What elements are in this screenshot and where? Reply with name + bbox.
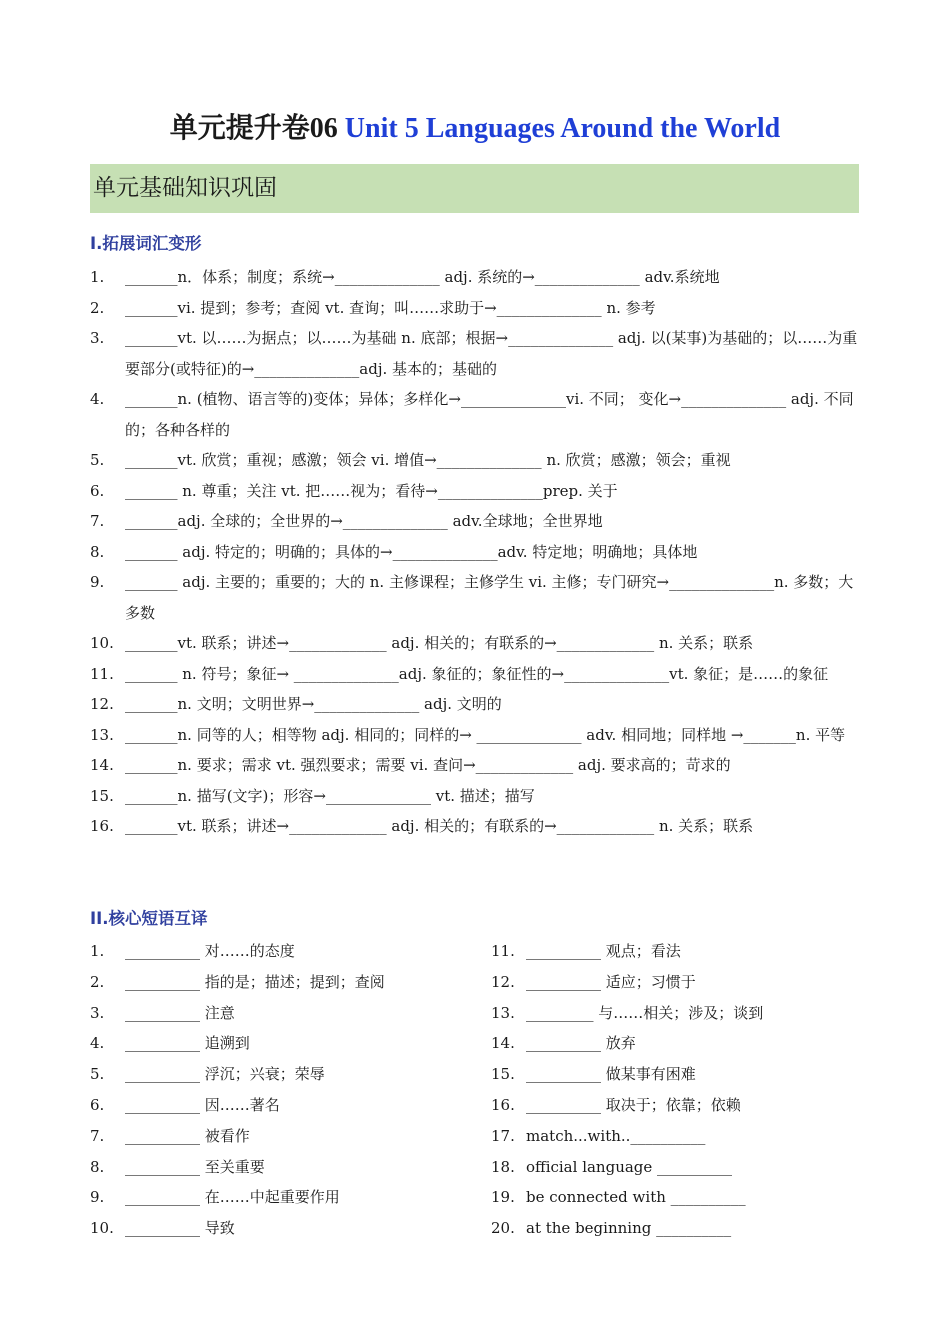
phrase-item xyxy=(491,1213,871,1244)
section-banner: 单元基础知识巩固 xyxy=(90,164,859,213)
vocab-item-number: 7. xyxy=(90,512,105,530)
vocab-item-text: _______ adj. 特定的；明确的；具体的→______________adv. 特定地；明确地；具体地 xyxy=(125,542,698,561)
phrase-item-text: __________ 浮沉；兴衰；荣辱 xyxy=(125,1065,325,1084)
phrase-item xyxy=(491,1028,871,1059)
page-title xyxy=(0,106,950,146)
vocab-item-number: 9. xyxy=(90,573,105,591)
title-cn: 单元提升卷06 xyxy=(169,113,338,144)
phrase-item xyxy=(90,967,470,998)
phrase-item-number: 19. xyxy=(491,1188,515,1207)
phrase-item-number: 18. xyxy=(491,1157,515,1176)
vocab-item xyxy=(90,384,860,445)
phrase-item-text: be connected with __________ xyxy=(526,1188,746,1207)
vocab-item-text: _______n. 描写(文字)；形容→______________ vt. 描述；描写 xyxy=(125,786,535,805)
phrase-item-text: at the beginning __________ xyxy=(526,1219,732,1238)
vocab-item-number: 2. xyxy=(90,298,105,317)
section1-heading: I.拓展词汇变形 xyxy=(90,234,202,253)
phrase-item-text: __________ 导致 xyxy=(125,1219,235,1238)
phrase-item-number: 17. xyxy=(491,1126,515,1145)
vocab-item xyxy=(90,323,860,384)
vocab-item xyxy=(90,720,860,751)
phrase-item-number: 1. xyxy=(90,942,105,960)
vocab-item-number: 6. xyxy=(90,481,105,500)
phrase-item-text: __________ 追溯到 xyxy=(125,1034,250,1053)
vocab-item xyxy=(90,811,860,842)
vocab-item xyxy=(90,750,860,781)
vocab-item-text: _______n. (植物、语言等的)变体；异体；多样化→______________vi. 不同； 变化→______________ adj. 不同的；各种各样的 xyxy=(125,390,854,439)
vocab-item-text: _______vt. 联系；讲述→_____________ adj. 相关的；有联系的→_____________ n. 关系；联系 xyxy=(125,634,754,652)
phrase-item-number: 7. xyxy=(90,1126,105,1145)
phrase-item-number: 10. xyxy=(90,1219,114,1238)
phrase-item xyxy=(491,967,871,998)
phrase-item-text: _________ 与……相关；涉及；谈到 xyxy=(526,1003,764,1022)
phrase-item xyxy=(90,1028,470,1059)
phrase-item xyxy=(491,1121,871,1152)
phrase-item-text: official language __________ xyxy=(526,1157,733,1176)
phrase-item-number: 16. xyxy=(491,1095,515,1114)
vocab-item-text: _______vt. 欣赏；重视；感激；领会 vi. 增值→______________ n. 欣赏；感激；领会；重视 xyxy=(125,451,731,469)
vocab-item-number: 10. xyxy=(90,634,114,652)
vocab-item-number: 5. xyxy=(90,451,105,469)
vocab-list xyxy=(90,262,860,842)
vocab-item-text: _______n. 同等的人；相等物 adj. 相同的；同样的→ ______________ adv. 相同地；同样地 →_______n. 平等 xyxy=(125,725,846,744)
vocab-item-number: 12. xyxy=(90,695,114,713)
phrase-item-number: 4. xyxy=(90,1034,105,1053)
vocab-item-number: 14. xyxy=(90,756,114,774)
vocab-item-text: _______adj. 全球的；全世界的→______________ adv.全球地；全世界地 xyxy=(125,512,603,530)
vocab-item xyxy=(90,293,860,324)
phrase-item xyxy=(90,1213,470,1244)
phrase-item-text: __________ 适应；习惯于 xyxy=(526,972,696,991)
vocab-item xyxy=(90,506,860,537)
vocab-item-number: 15. xyxy=(90,786,114,805)
phrase-item xyxy=(491,998,871,1029)
vocab-item-number: 16. xyxy=(90,817,114,835)
phrase-item xyxy=(90,1152,470,1183)
phrase-item-text: __________ 至关重要 xyxy=(125,1157,265,1176)
vocab-item-number: 1. xyxy=(90,268,105,286)
vocab-item-text: _______n．体系；制度；系统→______________ adj. 系统的→______________ adv.系统地 xyxy=(125,268,720,286)
vocab-item-text: _______vt. 以……为据点；以……为基础 n. 底部；根据→______________ adj. 以(某事)为基础的；以……为重要部分(或特征)的→______________adj. 基本的；基础的 xyxy=(125,329,858,378)
vocab-item-text: _______vt. 联系；讲述→_____________ adj. 相关的；有联系的→_____________ n. 关系；联系 xyxy=(125,817,754,835)
vocab-item-number: 13. xyxy=(90,725,114,744)
phrase-item xyxy=(491,1059,871,1090)
vocab-item xyxy=(90,689,860,720)
phrase-item-number: 8. xyxy=(90,1157,105,1176)
phrase-item xyxy=(491,936,871,967)
phrase-item-number: 9. xyxy=(90,1188,105,1207)
vocab-item-number: 3. xyxy=(90,329,105,347)
vocab-item xyxy=(90,781,860,812)
phrase-item xyxy=(90,998,470,1029)
phrase-item-text: __________ 观点；看法 xyxy=(526,942,681,960)
phrase-item xyxy=(491,1182,871,1213)
phrase-item-text: __________ 因……著名 xyxy=(125,1095,280,1114)
vocab-item-number: 4. xyxy=(90,390,105,408)
phrase-item xyxy=(90,1182,470,1213)
vocab-item-text: _______n. 文明；文明世界→______________ adj. 文明的 xyxy=(125,695,502,713)
phrase-item-text: __________ 被看作 xyxy=(125,1126,250,1145)
phrase-item xyxy=(90,1121,470,1152)
vocab-item xyxy=(90,537,860,568)
phrase-list-right xyxy=(491,936,871,1244)
phrase-item-text: __________ 取决于；依靠；依赖 xyxy=(526,1095,741,1114)
phrase-item-text: __________ 指的是；描述；提到；查阅 xyxy=(125,972,385,991)
phrase-list-left xyxy=(90,936,470,1244)
phrase-item-number: 2. xyxy=(90,972,105,991)
vocab-item-text: _______ adj. 主要的；重要的；大的 n. 主修课程；主修学生 vi. 主修；专门研究→______________n. 多数；大多数 xyxy=(125,573,854,622)
vocab-item-text: _______n. 要求；需求 vt. 强烈要求；需要 vi. 查问→_____________ adj. 要求高的；苛求的 xyxy=(125,756,731,774)
phrase-item-text: __________ 放弃 xyxy=(526,1034,636,1053)
phrase-item-number: 15. xyxy=(491,1065,515,1084)
phrase-item-text: __________ 在……中起重要作用 xyxy=(125,1188,340,1207)
phrase-item-number: 11. xyxy=(491,942,515,960)
phrase-item xyxy=(90,1059,470,1090)
section2-heading: II.核心短语互译 xyxy=(90,909,208,928)
vocab-item-text: _______vi. 提到；参考；查阅 vt. 查询；叫……求助于→______________ n. 参考 xyxy=(125,298,656,317)
phrase-item-number: 6. xyxy=(90,1095,105,1114)
title-en: Unit 5 Languages Around the World xyxy=(344,113,781,144)
phrase-item-number: 5. xyxy=(90,1065,105,1084)
phrase-item-text: __________ 做某事有困难 xyxy=(526,1065,696,1084)
vocab-item xyxy=(90,476,860,507)
vocab-item xyxy=(90,262,860,293)
phrase-item-text: match...with..__________ xyxy=(526,1126,706,1145)
phrase-item xyxy=(90,936,470,967)
vocab-item-number: 11. xyxy=(90,664,114,683)
vocab-item-text: _______ n. 尊重；关注 vt. 把……视为；看待→______________prep. 关于 xyxy=(125,481,618,500)
phrase-item-text: __________ 对……的态度 xyxy=(125,942,295,960)
vocab-item xyxy=(90,628,860,659)
vocab-item xyxy=(90,567,860,628)
phrase-item xyxy=(90,1090,470,1121)
phrase-item-number: 20. xyxy=(491,1219,515,1238)
phrase-item-number: 3. xyxy=(90,1003,105,1022)
phrase-item-number: 12. xyxy=(491,972,515,991)
phrase-item xyxy=(491,1152,871,1183)
phrase-item-number: 14. xyxy=(491,1034,515,1053)
vocab-item-number: 8. xyxy=(90,542,105,561)
phrase-item-number: 13. xyxy=(491,1003,515,1022)
vocab-item xyxy=(90,445,860,476)
phrase-item-text: __________ 注意 xyxy=(125,1003,235,1022)
vocab-item xyxy=(90,659,860,690)
vocab-item-text: _______ n. 符号；象征→ ______________adj. 象征的；象征性的→______________vt. 象征；是……的象征 xyxy=(125,664,829,683)
phrase-item xyxy=(491,1090,871,1121)
